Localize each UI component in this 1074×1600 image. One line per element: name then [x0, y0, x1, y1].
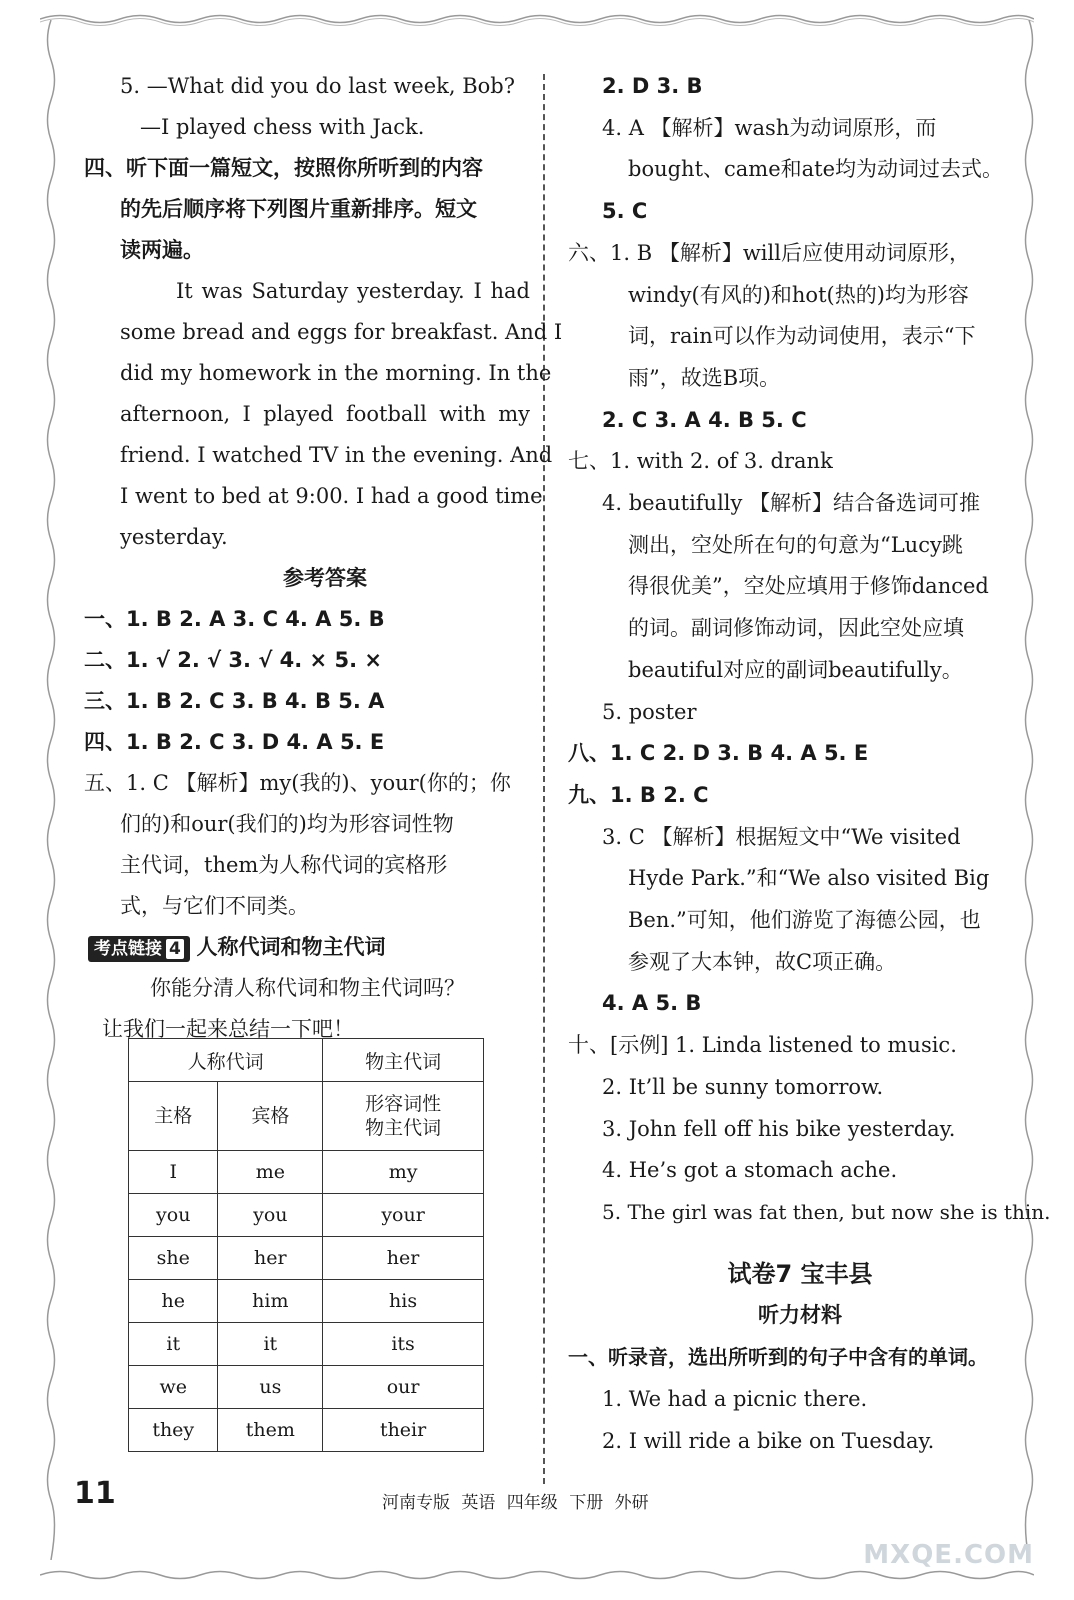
answer-line: 5. The girl was fat then, but now she is thin.: [602, 1199, 1051, 1224]
answer-line: 九、1. B 2. C: [568, 782, 709, 807]
section-4-heading-1: 四、听下面一篇短文，按照你所听到的内容: [84, 156, 483, 180]
answer-line: 4. He’s got a stomach ache.: [602, 1158, 898, 1183]
table-row: she her her: [129, 1237, 484, 1280]
knowledge-link-row: [88, 927, 530, 968]
answer-row-5-line-3: 主代词，them为人称代词的宾格形: [120, 853, 448, 877]
header-subject-case: 主格: [129, 1082, 218, 1151]
table-row: he him his: [129, 1280, 484, 1323]
answer-row-2: 二、1. √ 2. √ 3. √ 4. × 5. ×: [84, 648, 382, 672]
answer-line: 测出，空处所在句的句意为“Lucy跳: [628, 532, 963, 557]
answer-line: Ben.”可知，他们游览了海德公园，也: [628, 908, 981, 933]
right-column: [568, 66, 1051, 1462]
passage-line-4: afternoon, I played football with my: [120, 402, 530, 426]
answer-line: 5. poster: [602, 699, 697, 724]
answer-line: 十、[示例] 1. Linda listened to music.: [568, 1033, 957, 1058]
pronoun-table: [128, 1038, 484, 1452]
answer-line: 得很优美”，空处应填用于修饰danced: [628, 574, 989, 599]
answer-line: 4. beautifully 【解析】结合备选词可推: [602, 491, 981, 516]
header-adjectival-possessive: 形容词性 物主代词: [323, 1082, 484, 1151]
answer-line: 4. A 【解析】wash为动词原形，而: [602, 115, 937, 140]
passage-line-3: did my homework in the morning. In the: [120, 361, 552, 385]
footer-edition-text: 河南专版 英语 四年级 下册 外研: [382, 1493, 649, 1513]
answer-line: 参观了大本钟，故C项正确。: [628, 949, 897, 974]
answer-row-1: 一、1. B 2. A 3. C 4. A 5. B: [84, 607, 385, 631]
answer-line: 雨”，故选B项。: [628, 365, 781, 390]
prompt-question-1: 你能分清人称代词和物主代词吗？: [150, 976, 465, 1000]
passage-line-1: It was Saturday yesterday. I had: [176, 279, 530, 303]
left-border-ornament: [44, 20, 58, 1560]
top-border-ornament: [40, 12, 1034, 26]
table-row: I me my: [129, 1151, 484, 1194]
listening-sentence-1: 1. We had a picnic there.: [602, 1386, 868, 1411]
right-border-ornament: [1022, 20, 1036, 1560]
left-column: [84, 66, 563, 1050]
answer-line: 七、1. with 2. of 3. drank: [568, 449, 833, 474]
table-row: you you your: [129, 1194, 484, 1237]
answer-row-5-line-1: 五、1. C 【解析】my(我的)、your(你的；你: [84, 771, 511, 795]
answer-row-3: 三、1. B 2. C 3. B 4. B 5. A: [84, 689, 385, 713]
knowledge-link-title: 人称代词和物主代词: [196, 935, 386, 959]
answer-line: 4. A 5. B: [602, 991, 702, 1016]
column-divider: [543, 74, 545, 1484]
prompt-question-2: 让我们一起来总结一下吧！: [102, 1017, 354, 1041]
bottom-border-ornament: [40, 1568, 1034, 1582]
listening-sentence-2: 2. I will ride a bike on Tuesday.: [602, 1428, 935, 1453]
table-row: it it its: [129, 1323, 484, 1366]
answer-row-5-line-2: 们的)和our(我们的)均为形容词性物: [120, 812, 454, 836]
answer-line: 六、1. B 【解析】will后应使用动词原形，: [568, 240, 970, 265]
section-4-heading-2: 的先后顺序将下列图片重新排序。短文: [120, 197, 477, 221]
passage-line-7: yesterday.: [120, 525, 228, 549]
answer-row-4: 四、1. B 2. C 3. D 4. A 5. E: [84, 730, 385, 754]
header-object-case: 宾格: [218, 1082, 323, 1151]
listening-material-title: 听力材料: [758, 1303, 842, 1328]
answer-line: 八、1. C 2. D 3. B 4. A 5. E: [568, 741, 869, 766]
table-row: they them their: [129, 1409, 484, 1452]
answer-line: 5. C: [602, 199, 648, 224]
answer-line: 的词。副词修饰动词，因此空处应填: [628, 616, 964, 641]
header-personal-pronoun: 人称代词: [129, 1039, 323, 1082]
section-4-heading-3: 读两遍。: [120, 238, 204, 262]
passage-line-5: friend. I watched TV in the evening. And: [120, 443, 553, 467]
passage-line-6: I went to bed at 9:00. I had a good time: [120, 484, 543, 508]
test-paper-title: 试卷7 宝丰县: [727, 1259, 873, 1288]
answer-line: bought、came和ate均为动词过去式。: [628, 157, 1004, 182]
answer-line: 2. D 3. B: [602, 74, 703, 98]
answer-key-title: 参考答案: [283, 566, 367, 590]
dialogue-line-2: —I played chess with Jack.: [140, 115, 425, 139]
passage-line-2: some bread and eggs for breakfast. And I: [120, 320, 563, 344]
answer-line: 词，rain可以作为动词使用，表示“下: [628, 324, 976, 349]
dialogue-line-1: 5. —What did you do last week, Bob?: [120, 74, 516, 98]
table-row: we us our: [129, 1366, 484, 1409]
answer-line: 3. John fell off his bike yesterday.: [602, 1116, 956, 1141]
answer-line: beautiful对应的副词beautifully。: [628, 657, 963, 682]
answer-line: 2. It’ll be sunny tomorrow.: [602, 1074, 884, 1099]
answer-row-5-line-4: 式，与它们不同类。: [120, 894, 309, 918]
watermark-logo: MXQE.COM: [863, 1540, 1034, 1570]
answer-line: 2. C 3. A 4. B 5. C: [602, 407, 807, 432]
answer-line: Hyde Park.”和“We also visited Big: [628, 866, 990, 891]
page-number: 11: [74, 1476, 116, 1511]
header-possessive-pronoun: 物主代词: [323, 1039, 484, 1082]
answer-line: windy(有风的)和hot(热的)均为形容: [628, 282, 969, 307]
listening-section-heading: 一、听录音，选出所听到的句子中含有的单词。: [568, 1345, 988, 1370]
answer-line: 3. C 【解析】根据短文中“We visited: [602, 824, 961, 849]
knowledge-link-badge: 考点链接 4: [88, 936, 190, 962]
